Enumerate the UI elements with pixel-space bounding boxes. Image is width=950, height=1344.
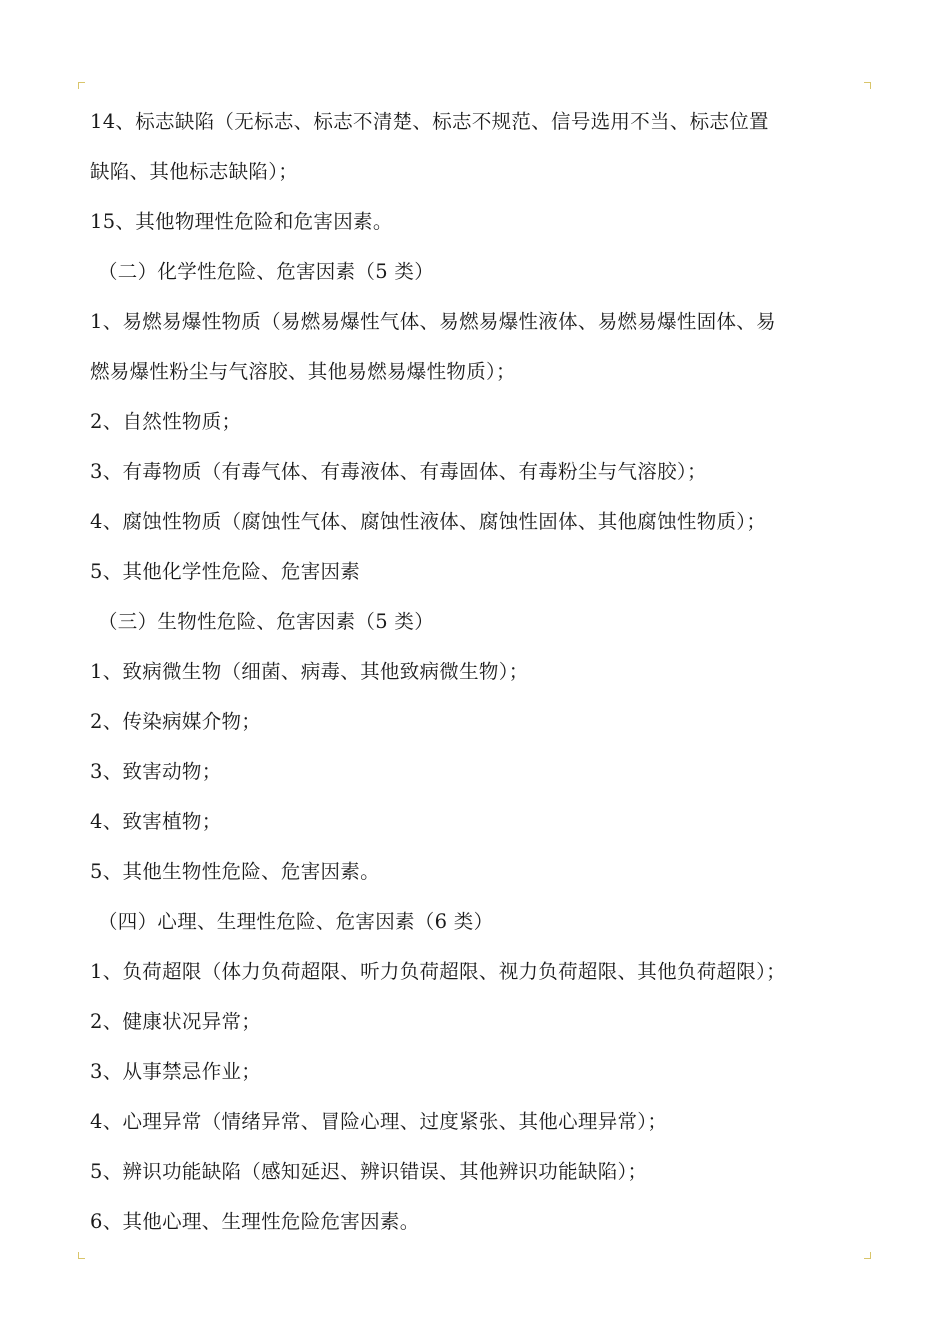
list-item: 2、传染病媒介物； bbox=[90, 710, 262, 733]
list-item: 2、自然性物质； bbox=[90, 410, 242, 433]
list-item: 14、标志缺陷（无标志、标志不清楚、标志不规范、信号选用不当、标志位置 bbox=[90, 110, 769, 133]
section-heading: （三）生物性危险、危害因素（5 类） bbox=[98, 610, 435, 633]
document-body bbox=[90, 97, 870, 1247]
list-item-continuation: 燃易爆性粉尘与气溶胶、其他易燃易爆性物质）； bbox=[90, 360, 516, 383]
list-item-continuation: 缺陷、其他标志缺陷）； bbox=[90, 160, 299, 183]
list-item: 1、致病微生物（细菌、病毒、其他致病微生物）； bbox=[90, 660, 529, 683]
list-item: 1、负荷超限（体力负荷超限、听力负荷超限、视力负荷超限、其他负荷超限）； bbox=[90, 960, 786, 983]
crop-mark-top-right bbox=[864, 82, 871, 89]
list-item: 4、心理异常（情绪异常、冒险心理、过度紧张、其他心理异常）； bbox=[90, 1110, 668, 1133]
list-item: 5、其他化学性危险、危害因素 bbox=[90, 560, 361, 583]
list-item: 2、健康状况异常； bbox=[90, 1010, 262, 1033]
list-item: 1、易燃易爆性物质（易燃易爆性气体、易燃易爆性液体、易燃易爆性固体、易 bbox=[90, 310, 776, 333]
crop-mark-bottom-left bbox=[78, 1252, 85, 1259]
crop-mark-top-left bbox=[78, 82, 85, 89]
list-item: 3、致害动物； bbox=[90, 760, 222, 783]
section-heading: （四）心理、生理性危险、危害因素（6 类） bbox=[98, 910, 494, 933]
crop-mark-bottom-right bbox=[864, 1252, 871, 1259]
list-item: 15、其他物理性危险和危害因素。 bbox=[90, 210, 393, 233]
list-item: 3、从事禁忌作业； bbox=[90, 1060, 262, 1083]
list-item: 5、其他生物性危险、危害因素。 bbox=[90, 860, 380, 883]
list-item: 4、腐蚀性物质（腐蚀性气体、腐蚀性液体、腐蚀性固体、其他腐蚀性物质）； bbox=[90, 510, 767, 533]
list-item: 6、其他心理、生理性危险危害因素。 bbox=[90, 1210, 420, 1233]
section-heading: （二）化学性危险、危害因素（5 类） bbox=[98, 260, 435, 283]
list-item: 3、有毒物质（有毒气体、有毒液体、有毒固体、有毒粉尘与气溶胶）； bbox=[90, 460, 707, 483]
list-item: 4、致害植物； bbox=[90, 810, 222, 833]
list-item: 5、辨识功能缺陷（感知延迟、辨识错误、其他辨识功能缺陷）； bbox=[90, 1160, 648, 1183]
